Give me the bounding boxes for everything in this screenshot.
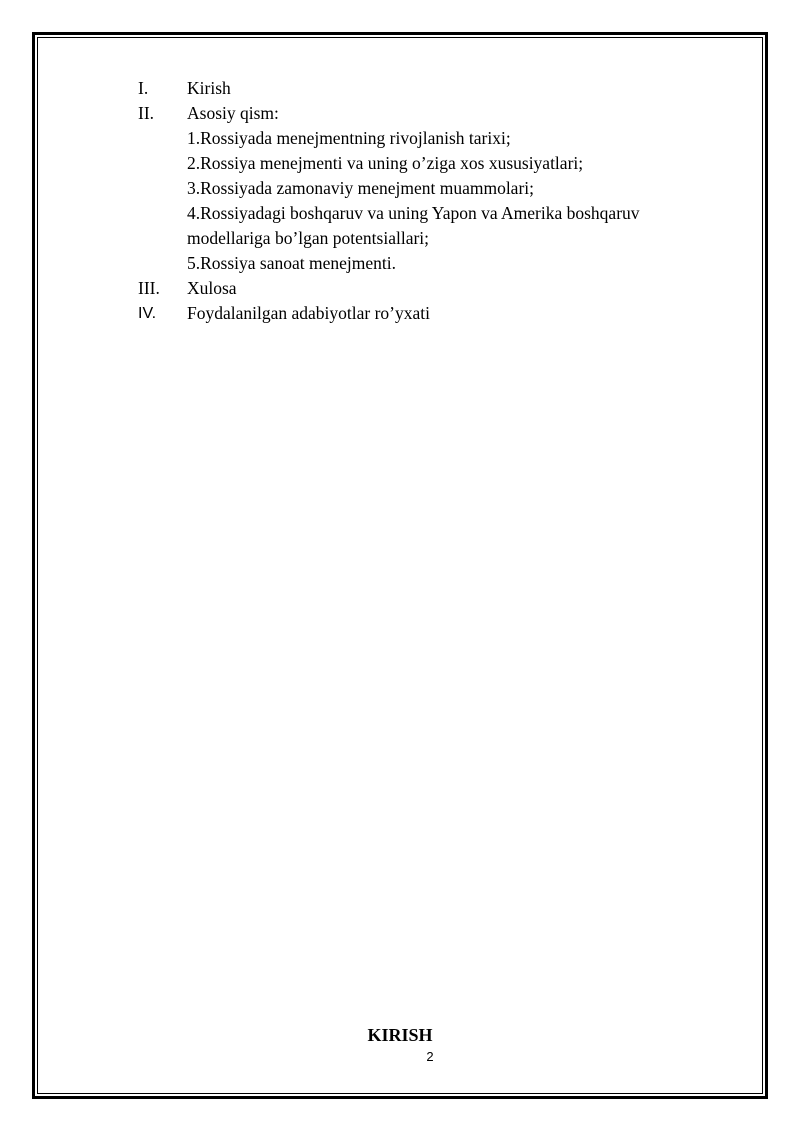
- toc-subitem-2: 2.Rossiya menejmenti va uning o’ziga xos xususiyatlari;: [187, 153, 584, 173]
- toc-item-number: III.: [138, 278, 160, 298]
- toc-item-label: Foydalanilgan adabiyotlar ro’yxati: [187, 303, 430, 323]
- toc-item-number: IV.: [138, 305, 157, 322]
- page-number: 2: [426, 1049, 434, 1064]
- toc-subitem-4-continued: modellariga bo’lgan potentsiallari;: [187, 228, 430, 248]
- toc-item-label: Asosiy qism:: [187, 103, 279, 123]
- toc-item-1: [138, 76, 718, 101]
- toc-item-label: Kirish: [187, 78, 231, 98]
- section-heading: KIRISH: [367, 1025, 433, 1045]
- toc-subitem-5: 5.Rossiya sanoat menejmenti.: [187, 253, 396, 273]
- toc-item-4: [138, 301, 718, 326]
- toc-item-number: I.: [138, 78, 149, 98]
- toc-item-2: [138, 101, 718, 126]
- toc-subitem-4: 4.Rossiyadagi boshqaruv va uning Yapon va Amerika boshqaruv: [187, 203, 640, 223]
- table-of-contents: [138, 76, 718, 326]
- toc-item-number: II.: [138, 103, 155, 123]
- toc-item-3: [138, 276, 718, 301]
- toc-subitem-3: 3.Rossiyada zamonaviy menejment muammolari;: [187, 178, 535, 198]
- toc-subitem-1: 1.Rossiyada menejmentning rivojlanish tarixi;: [187, 128, 511, 148]
- toc-item-label: Xulosa: [187, 278, 237, 298]
